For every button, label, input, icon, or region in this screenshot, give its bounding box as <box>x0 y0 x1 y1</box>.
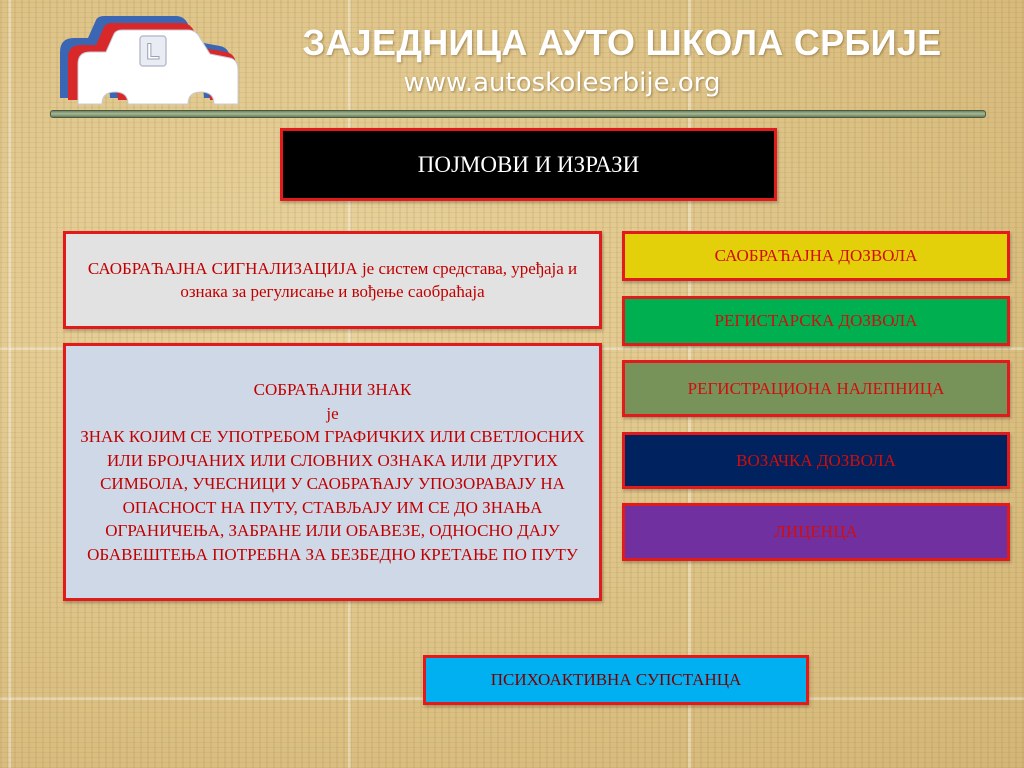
term-registration-permit[interactable] <box>622 296 1010 346</box>
term-label: РЕГИСТАРСКА ДОЗВОЛА <box>714 311 918 330</box>
signalization-definition-box <box>63 231 602 329</box>
term-label: ВОЗАЧКА ДОЗВОЛА <box>736 450 896 470</box>
term-license[interactable] <box>622 503 1010 561</box>
car-logo-icon <box>48 12 240 108</box>
term-psychoactive-substance[interactable] <box>423 655 809 705</box>
term-traffic-permit[interactable] <box>622 231 1010 281</box>
signalization-definition-text: САОБРАЋАЈНА СИГНАЛИЗАЦИЈА је систем средстава, уређаја и ознака за регулисање и вођење саобраћаја <box>87 259 578 301</box>
school-logo <box>48 12 240 108</box>
organization-title: ЗАЈЕДНИЦА АУТО ШКОЛА СРБИЈЕ <box>302 22 942 63</box>
term-label: САОБРАЋАЈНА ДОЗВОЛА <box>714 246 918 265</box>
svg-text:L: L <box>146 39 160 64</box>
traffic-sign-heading: СОБРАЋАЈНИ ЗНАК <box>253 380 412 399</box>
header-divider <box>50 110 986 118</box>
term-driving-license[interactable] <box>622 432 1010 489</box>
traffic-sign-definition-box <box>63 343 602 601</box>
website-url: www.autoskolesrbije.org <box>403 68 721 98</box>
traffic-sign-connector: је <box>326 403 339 423</box>
term-label: ЛИЦЕНЦА <box>774 522 858 541</box>
section-title-box <box>280 128 777 201</box>
traffic-sign-body: ЗНАК КОЈИМ СЕ УПОТРЕБОМ ГРАФИЧКИХ ИЛИ СВЕТЛОСНИХ ИЛИ БРОЈЧАНИХ ИЛИ СЛОВНИХ ОЗНАКА ИЛИ ДРУГИХ СИМБОЛА, УЧЕСНИЦИ У САОБРАЋАЈУ УПОЗОРАВАЈУ НА ОПАСНОСТ НА ПУТУ, СТАВЉАЈУ ИМ СЕ ДО ЗНАЊА ОГРАНИЧЕЊА, ЗАБРАНЕ ИЛИ ОБАВЕЗЕ, ОДНОСНО ДАЈУ ОБАВЕШТЕЊА ПОТРЕБНА ЗА БЕЗБЕДНО КРЕТАЊЕ ПО ПУТУ <box>80 427 585 564</box>
section-title: ПОЈМОВИ И ИЗРАЗИ <box>417 151 640 177</box>
term-label: ПСИХОАКТИВНА СУПСТАНЦА <box>490 670 742 689</box>
term-label: РЕГИСТРАЦИОНА НАЛЕПНИЦА <box>687 378 945 398</box>
term-registration-sticker[interactable] <box>622 360 1010 417</box>
